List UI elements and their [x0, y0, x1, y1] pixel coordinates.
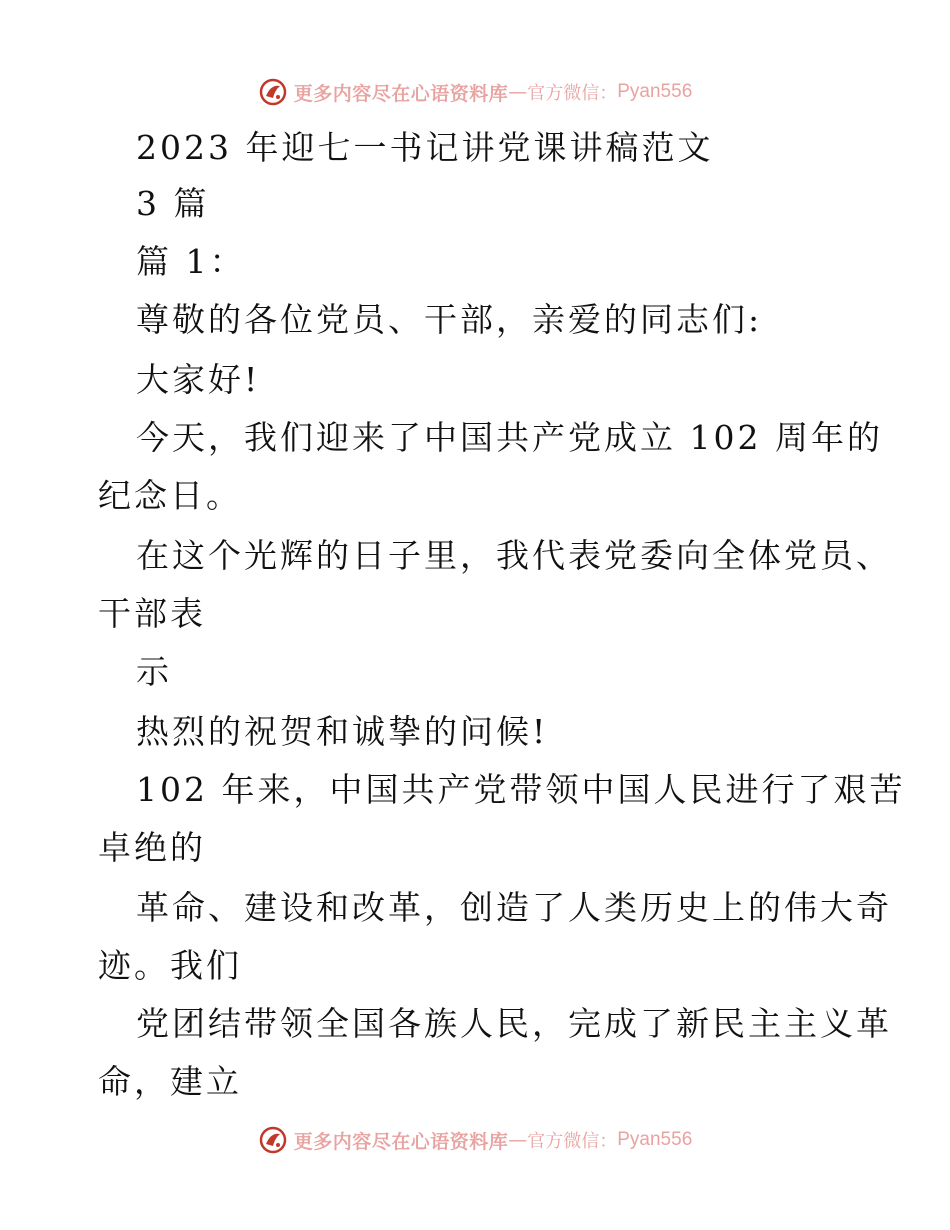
paragraph-line: 102 年来，中国共产党带领中国人民进行了艰苦: [136, 770, 906, 809]
paragraph-line: 纪念日。: [98, 476, 242, 515]
greeting-line: 大家好!: [136, 360, 261, 399]
salutation-line: 尊敬的各位党员、干部，亲爱的同志们:: [136, 300, 763, 339]
section-heading: 篇 1：: [136, 242, 246, 281]
watermark-id-text: Pyan556: [617, 81, 693, 102]
paragraph-line: 革命、建设和改革，创造了人类历史上的伟大奇: [136, 888, 892, 927]
paragraph-line: 卓绝的: [98, 828, 206, 867]
doc-title-line-2: 3 篇: [136, 184, 210, 223]
paragraph-line: 迹。我们: [98, 946, 242, 985]
paragraph-line: 党团结带领全国各族人民，完成了新民主主义革: [136, 1004, 892, 1043]
watermark-sub-text: 官方微信：: [527, 83, 618, 104]
watermark-main-text: 更多内容尽在心语资料库: [293, 82, 509, 105]
brush-logo-icon: [258, 77, 288, 107]
paragraph-line: 干部表: [98, 594, 206, 633]
brush-logo-icon: [258, 1125, 288, 1155]
doc-title-line-1: 2023 年迎七一书记讲党课讲稿范文: [136, 128, 714, 167]
paragraph-line: 今天，我们迎来了中国共产党成立 102 周年的: [136, 418, 883, 457]
paragraph-line: 示: [136, 652, 172, 691]
watermark-sub-text: 官方微信：: [527, 1131, 618, 1152]
footer-watermark: [0, 1120, 950, 1160]
watermark-id-text: Pyan556: [617, 1129, 693, 1150]
paragraph-line: 在这个光辉的日子里，我代表党委向全体党员、: [136, 536, 892, 575]
watermark-dash: —: [508, 81, 528, 103]
paragraph-line: 热烈的祝贺和诚挚的问候!: [136, 712, 549, 751]
watermark-dash: —: [508, 1129, 528, 1151]
header-watermark: [0, 72, 950, 112]
paragraph-line: 命，建立: [98, 1062, 242, 1101]
watermark-main-text: 更多内容尽在心语资料库: [293, 1130, 509, 1153]
